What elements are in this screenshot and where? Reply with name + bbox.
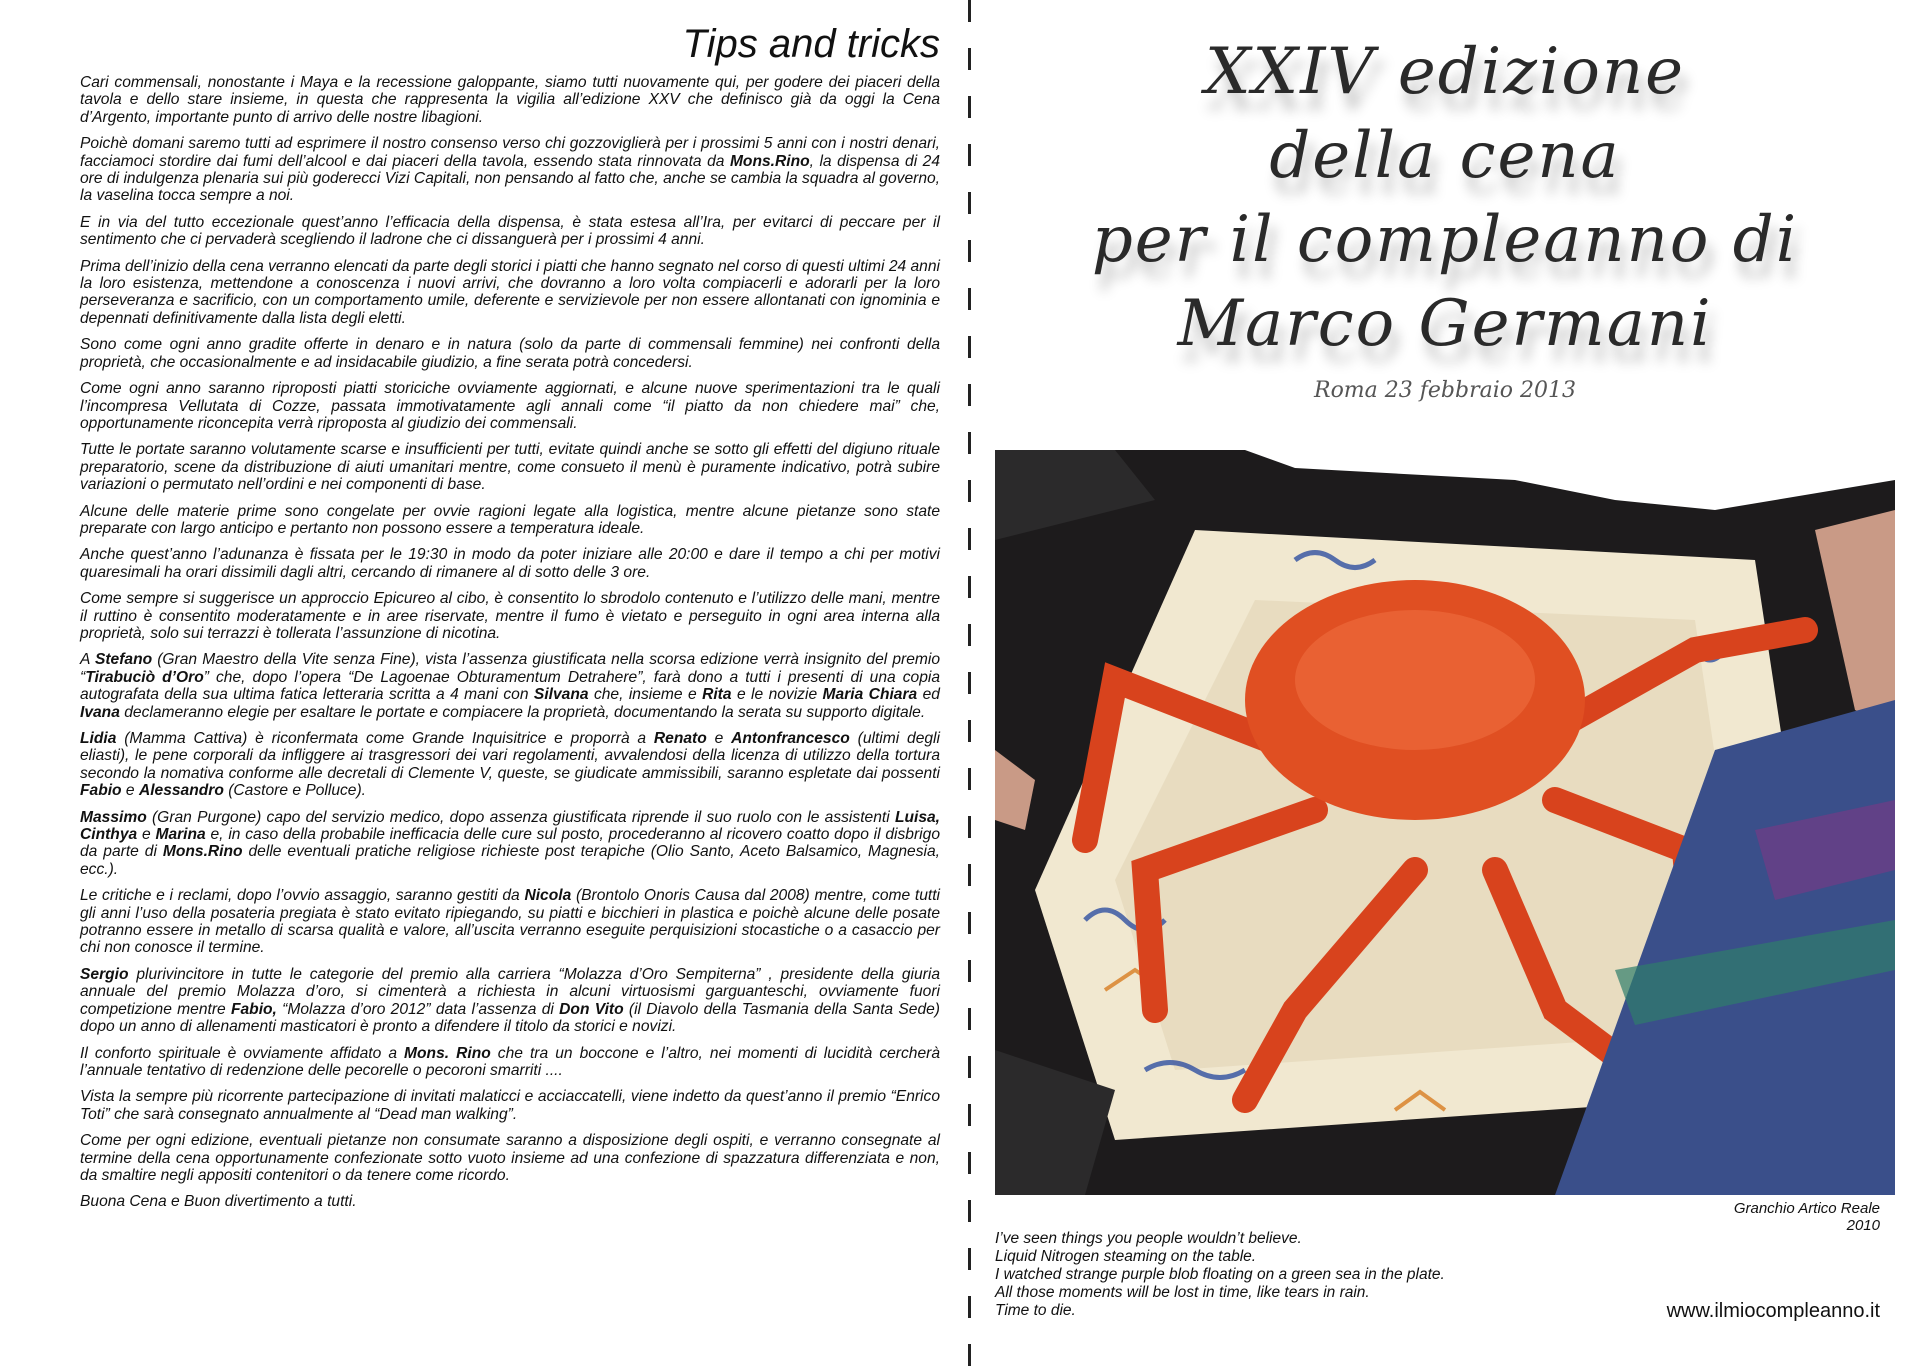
tips-paragraph: Vista la sempre più ricorrente partecipazione di invitati malaticci e acciaccatelli, viene indetto da quest’anno il premio “Enrico Toti” che sarà consegnato annualmente al “Dead man walking”.	[80, 1088, 940, 1123]
divider-dash	[968, 288, 971, 310]
divider-dash	[968, 528, 971, 550]
king-crab-photo	[995, 450, 1895, 1195]
tips-paragraph: Sono come ogni anno gradite offerte in denaro e in natura (solo da parte di commensali femmine) nei confronti della proprietà, che occasionalmente e ad insidacabile giudizio, a fine serata potrà concedersi.	[80, 336, 940, 371]
quote-block	[995, 1230, 1445, 1320]
divider-dash	[968, 432, 971, 454]
quote-line: I’ve seen things you people wouldn’t believe.	[995, 1230, 1302, 1247]
divider-dash	[968, 1344, 971, 1366]
divider-dash	[968, 672, 971, 694]
divider-dash	[968, 1296, 971, 1318]
tips-paragraph: Sergio plurivincitore in tutte le categorie del premio alla carriera “Molazza d’Oro Sempiterna” , presidente della giuria annuale del premio Molazza d’oro, si cimenterà a richiesta in alcuni virtuosismi garguanteschi, ovviamente fuori competizione mentre Fabio, “Molazza d’oro 2012” data l’assenza di Don Vito (il Diavolo della Tasmania della Santa Sede) dopo un anno di allenamenti masticatori è pronto a difendere il titolo da storici e novizi.	[80, 965, 940, 1036]
headline-line: della cena	[1269, 119, 1621, 193]
tips-paragraph: Lidia (Mamma Cattiva) è riconfermata come Grande Inquisitrice e proporrà a Renato e Antonfrancesco (ultimi degli eliasti), le pene corporali da infliggere ai trasgressori dei vari regolamenti, avvalendosi della licenza di utilizzo della tortura secondo la nomativa conforme alle decretali di Clemente V, queste, se giudicate ammissibili, saranno espletate dai possenti Fabio e Alessandro (Castore e Polluce).	[80, 730, 940, 800]
tips-paragraph: Cari commensali, nonostante i Maya e la recessione galoppante, siamo tutti nuovamente qui, per godere dei piaceri della tavola e dello stare insieme, in questa che rappresenta la vigilia all’edizione XXV che definisco già da oggi la Cena d’Argento, importante punto di arrivo delle nostre libagioni.	[80, 74, 940, 126]
quote-line: Time to die.	[995, 1302, 1076, 1319]
tips-paragraph: Anche quest’anno l’adunanza è fissata per le 19:30 in modo da poter iniziare alle 20:00 e dare il tempo a chi per motivi quaresimali ha orari dissimili dagli altri, cercando di rimanere al di sotto delle 3 ore.	[80, 546, 940, 581]
divider-dash	[968, 912, 971, 934]
divider-dash	[968, 240, 971, 262]
tips-column	[80, 22, 940, 1342]
tips-paragraph: Prima dell’inizio della cena verranno elencati da parte degli storici i piatti che hanno segnato nel corso di questi ultimi 24 anni la loro esistenza, mettendone a conoscenza i nuovi arrivi, che dovranno a loro volta compiacerli e adorarli per la loro perseveranza e sacrificio, con un comportamento umile, deferente e servizievole per non essere allontanati con ignominia e depennati definitivamente dalla lista degli eletti.	[80, 257, 940, 327]
tips-paragraph: Poichè domani saremo tutti ad esprimere il nostro consenso verso chi gozzoviglierà per i prossimi 5 anni con i nostri denari, facciamoci stordire dai fumi dell’alcool e dai piaceri della tavola, essendo stata rinnovata da Mons.Rino, la dispensa di 24 ore di indulgenza plenaria sui più goderecci Vizi Capitali, non pensando al fatto che, anche se cambia la squadra al governo, la vaselina tocca sempre a noi.	[80, 135, 940, 205]
quote-line: Liquid Nitrogen steaming on the table.	[995, 1248, 1257, 1265]
divider-dash	[968, 1104, 971, 1126]
divider-dash	[968, 1008, 971, 1030]
tips-paragraph: Le critiche e i reclami, dopo l’ovvio assaggio, saranno gestiti da Nicola (Brontolo Onoris Causa dal 2008) mentre, come tutti gli anni l’uso della posateria pregiata è stato evitato ripiegando, su piatti e bicchieri in plastica e poichè alcune delle posate potranno essere in metallo di scarsa qualità e valore, all’uscita verranno eseguite perquisizioni stocastiche o a casaccio per chi non conosce il termine.	[80, 887, 941, 957]
divider-dash	[968, 480, 971, 502]
tips-title: Tips and tricks	[682, 22, 940, 66]
tips-paragraph: A Stefano (Gran Maestro della Vite senza Fine), vista l’assenza giustificata nella scorsa edizione verrà insignito del premio “Tirabuciò d’Oro” che, dopo l’opera “De Lagoenae Obturamentum Detrahere”, farà dono a tutti i presenti di una copia autografata della sua ultima fatica letteraria scritta a 4 mani con Silvana che, insieme e Rita e le novizie Maria Chiara ed Ivana declameranno elegie per esaltare le portate e compiacere la proprietà, documentando la serata su supporto digitale.	[80, 651, 941, 721]
divider-dash	[968, 144, 971, 166]
divider-dash	[968, 816, 971, 838]
quote-line: All those moments will be lost in time, like tears in rain.	[995, 1284, 1370, 1301]
tips-paragraph: Come ogni anno saranno riproposti piatti storiciche ovviamente aggiornati, e alcune nuove sperimentazioni tra le quali l’incompresa Vellutata di Cozze, passata immotivatamente agli annali come “il piatto da non chiedere mai” che, opportunamente riconcepita verrà riproposta al giudizio dei commensali.	[80, 380, 940, 432]
divider-dash	[968, 384, 971, 406]
photo-caption	[1734, 1200, 1880, 1234]
divider-dash	[968, 624, 971, 646]
divider-dash	[968, 192, 971, 214]
cover-headline	[995, 30, 1895, 366]
divider-dash	[968, 720, 971, 742]
divider-dash	[968, 864, 971, 886]
cover-dateline: Roma 23 febbraio 2013	[1314, 378, 1576, 403]
tips-paragraph: Come per ogni edizione, eventuali pietanze non consumate saranno a disposizione degli ospiti, e verranno consegnate al termine della cena opportunamente confezionate sotto vuoto insieme ad una confezione di spazzatura differenziata e non, da smaltire negli appositi contenitori o da tenere come ricordo.	[80, 1132, 940, 1184]
caption-line: Granchio Artico Reale	[1733, 1200, 1880, 1217]
divider-dash	[968, 96, 971, 118]
divider-dash	[968, 48, 971, 70]
website-url: www.ilmiocompleanno.it	[1666, 1300, 1880, 1322]
divider-dash	[968, 1152, 971, 1174]
headline-line: XXIV edizione	[1204, 35, 1686, 109]
divider-dash	[968, 336, 971, 358]
tips-paragraph: E in via del tutto eccezionale quest’anno l’efficacia della dispensa, è stata estesa all’Ira, per evitarci di peccare per il sentimento che ci pervaderà scegliendo il ladrone che ci dissanguerà per i prossimi 4 anni.	[80, 213, 940, 249]
tips-paragraph: Alcune delle materie prime sono congelate per ovvie ragioni legate alla logistica, mentre alcune pietanze sono state preparate con largo anticipo e pertanto non possono essere a temperatura ideale.	[80, 502, 940, 537]
divider-dash	[968, 960, 971, 982]
tips-body	[80, 74, 940, 1211]
tips-paragraph: Il conforto spirituale è ovviamente affidato a Mons. Rino che tra un boccone e l’altro, nei momenti di lucidità cercherà l’annuale tentativo di redenzione delle pecorelle o pecoroni smarriti ....	[80, 1044, 940, 1079]
tips-paragraph: Come sempre si suggerisce un approccio Epicureo al cibo, è consentito lo sbrodolo contenuto e l’utilizzo delle mani, mentre il ruttino è consentito moderatamente e in aree riservate, mentre il fumo è vietato e perseguito in ogni area interna alla proprietà, solo sui terrazzi è tollerata l’assunzione di nicotina.	[80, 590, 940, 642]
divider-dash	[968, 1248, 971, 1270]
divider-dash	[968, 576, 971, 598]
tips-paragraph: Massimo (Gran Purgone) capo del servizio medico, dopo assenza giustificata riprende il suo ruolo con le assistenti Luisa, Cinthya e Marina e, in caso della probabile inefficacia delle cure sul posto, procederanno al ricovero coatto dopo il disbrigo da parte di Mons.Rino delle eventuali pratiche religiose richieste post terapiche (Olio Santo, Aceto Balsamico, Magnesia, ecc.).	[80, 808, 940, 878]
headline-line: per il compleanno di	[1091, 203, 1799, 277]
tips-paragraph: Tutte le portate saranno volutamente scarse e insufficienti per tutti, evitate quindi anche se sotto gli effetti del digiuno rituale preparatorio, scene da distribuzione di aiuti umanitari mentre, come consueto il menù è puramente indicativo, potrà subire variazioni o permutato nell’ordini e nei componenti di base.	[80, 441, 940, 494]
divider-dash	[968, 1056, 971, 1078]
divider-dash	[968, 768, 971, 790]
cover-column	[995, 0, 1895, 1358]
quote-line: I watched strange purple blob floating on a green sea in the plate.	[995, 1266, 1445, 1283]
divider-dash	[968, 1200, 971, 1222]
caption-line: 2010	[1846, 1217, 1880, 1234]
tips-paragraph: Buona Cena e Buon divertimento a tutti.	[80, 1193, 357, 1211]
headline-line: Marco Germani	[1177, 287, 1713, 361]
divider-dash	[968, 0, 971, 22]
